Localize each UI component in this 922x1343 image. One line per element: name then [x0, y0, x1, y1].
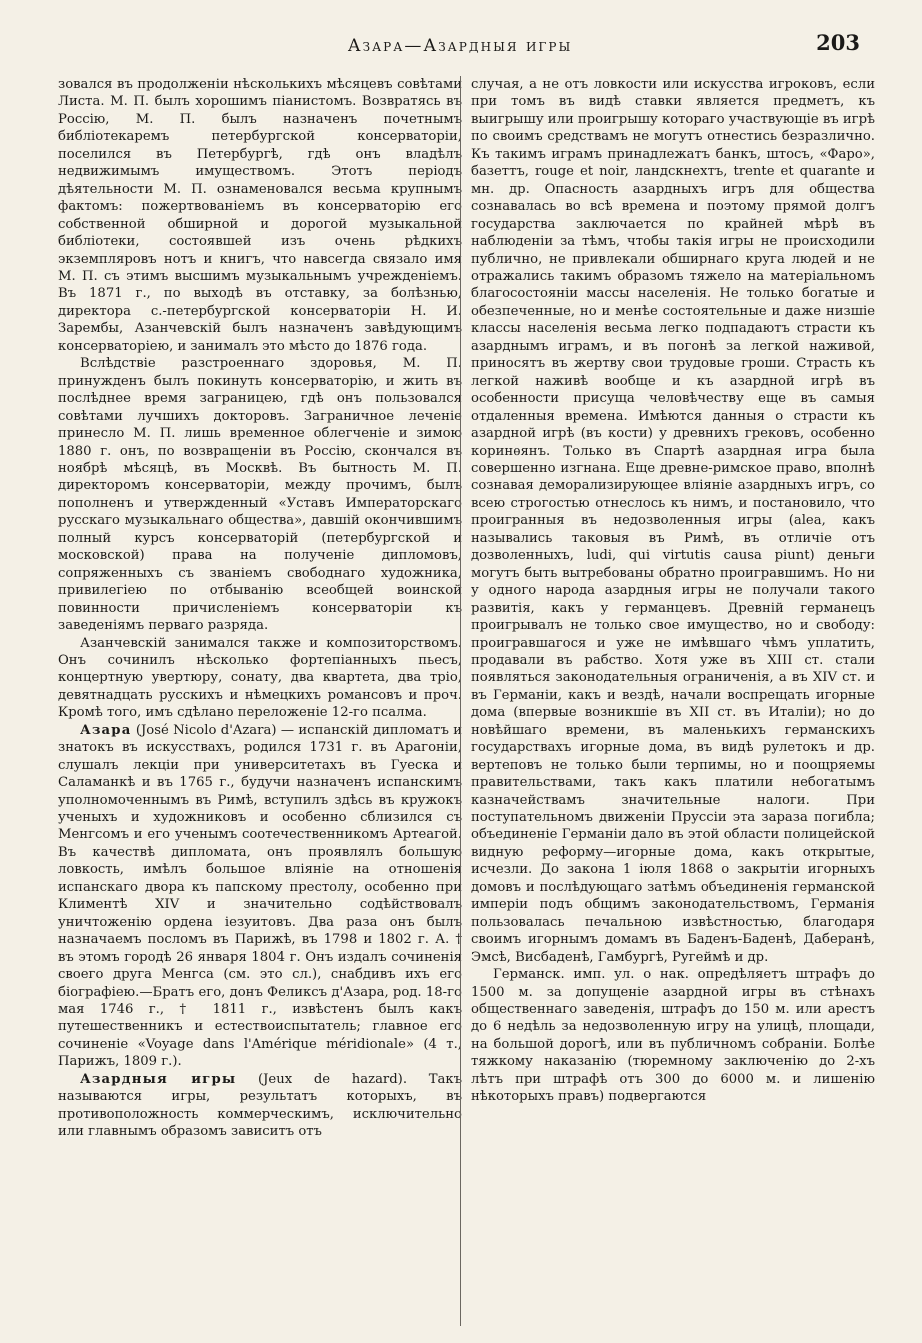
page-header [60, 30, 860, 64]
entry-azara-lemma: Азара [80, 722, 132, 738]
running-head: Азара—Азардныя игры [347, 36, 573, 56]
entry-games-lemma: Азардныя игры [80, 1071, 237, 1087]
entry-azardnye-igry [58, 1071, 462, 1141]
right-column [460, 76, 875, 1326]
paragraph-azanchevsky-3: Азанчевскій занимался также и композиторствомъ. Онъ сочинилъ нѣсколько фортепіанныхъ пьесъ, концертную увертюру, сонату, два квартета, два тріо, девятнадцать русскихъ и нѣмецкихъ романсовъ и проч. Кромѣ того, имъ сдѣлано переложеніе 12-го псалма. [58, 635, 462, 721]
entry-azara [58, 722, 462, 1071]
paragraph-games-1: случая, а не отъ ловкости или искусства игроковъ, если при томъ въ видѣ ставки является предметъ, къ выигрышу или проигрышу котораго участвующіе въ игрѣ по своимъ средствамъ не могутъ отнестись безразлично. Къ такимъ играмъ принадлежатъ банкъ, штосъ, «Фаро», базеттъ, rouge et noir, ландскнехтъ, trente et quarante и мн. др. Опасность азардныхъ игръ для общества сознавалась во всѣ времена и поэтому прямой долгъ государства заключается по крайней мѣрѣ въ наблюденіи за тѣмъ, чтобы такія игры не происходили публично, не привлекали обширнаго круга людей и не отражались такимъ образомъ тяжело на матеріальномъ благосостояніи массы населенія. Не только богатые и обезпеченные, но и менѣе состоятельные и даже низшіе классы населенія весьма легко подпадаютъ страсти къ азарднымъ играмъ, и въ погонѣ за легкой наживой, приносятъ въ жертву свои трудовые гроши. Страсть къ легкой наживѣ вообще и къ азардной игрѣ въ особенности присуща человѣчеству еще въ самыя отдаленныя времена. Имѣются данныя о страсти къ азардной игрѣ (въ кости) у древнихъ грековъ, особенно коринѳянъ. Только въ Спартѣ азардная игра была совершенно изгнана. Еще древне-римское право, вполнѣ сознавая деморализирующее вліяніе азардныхъ игръ, со всею строгостью отнеслось къ нимъ, и постановило, что проигранныя въ недозволенныя игры (alea, какъ назывались таковыя въ Римѣ, въ отличіе отъ дозволенныхъ, ludi, qui virtutis causa piunt) деньги могутъ быть вытребованы обратно проигравшимъ. Но ни у одного народа азардныя игры не получали такого развитія, какъ у германцевъ. Древній германецъ проигрывалъ не только свое имущество, но и свободу: проигравшагося и уже не имѣвшаго чѣмъ уплатить, продавали въ рабство. Хотя уже въ XIII ст. стали появляться законодательныя ограниченія, а въ XIV ст. и въ Германіи, какъ и вездѣ, начали воспрещать игорные дома (впервые возникшіе въ XII ст. въ Италіи); но до новѣйшаго времени, въ маленькихъ германскихъ государствахъ игорные дома, въ видѣ рулетокъ и др. вертеповъ не только были терпимы, но и поощряемы правительствами, такъ какъ платили небогатымъ казначействамъ значительные налоги. При поступательномъ движеніи Пруссіи эта зараза погибла; объединеніе Германіи дало въ этой области полицейской видную реформу—игорные дома, какъ открытые, исчезли. До закона 1 іюля 1868 о закрытіи игорныхъ домовъ и послѣдующаго затѣмъ объединенія германской имперіи подъ общимъ законодательствомъ, Германія пользовалась печальною извѣстностью, благодаря своимъ игорнымъ домамъ въ Баденъ-Баденѣ, Даберанѣ, Эмсѣ, Висбаденѣ, Гамбургѣ, Ругеймѣ и др. [471, 77, 875, 965]
paragraph-azanchevsky-1: зовался въ продолженіи нѣсколькихъ мѣсяцевъ совѣтами Листа. М. П. былъ хорошимъ піанистомъ. Возвратясь въ Россію, М. П. былъ назначенъ почетнымъ библіотекаремъ петербургской консерваторіи, поселился въ Петербургѣ, гдѣ онъ владѣлъ недвижимымъ имуществомъ. Этотъ періодъ дѣятельности М. П. ознаменовался весьма крупнымъ фактомъ: пожертвованіемъ въ консерваторію его собственной обширной и дорогой музыкальной библіотеки, состоявшей изъ очень рѣдкихъ экземпляровъ нотъ и книгъ, что навсегда связало имя М. П. съ этимъ высшимъ музыкальнымъ учрежденіемъ. Въ 1871 г., по выходѣ въ отставку, за болѣзнью, директора с.-петербургской консерваторіи Н. И. Зарембы, Азанчевскій былъ назначенъ завѣдующимъ консерваторіею, и занималъ это мѣсто до 1876 года. [58, 77, 462, 354]
entry-games-text: (Jeux de hazard). Такъ называются игры, результатъ которыхъ, въ противоположность коммерческимъ, исключительно или главнымъ образомъ зависитъ отъ [58, 1071, 462, 1140]
entry-azara-text: (José Nicolo d'Azara) — испанскій дипломатъ и знатокъ въ искусствахъ, родился 1731 г. въ Арагоніи, слушалъ лекціи при университетахъ въ Гуеска и Саламанкѣ и въ 1765 г., будучи назначенъ испанскимъ уполномоченнымъ въ Римѣ, вступилъ здѣсь въ кружокъ ученыхъ и художниковъ и особенно сблизился съ Менгсомъ и его ученымъ соотечественникомъ Артеагой. Въ качествѣ дипломата, онъ проявлялъ большую ловкость, имѣлъ большое вліяніе на отношенія испанскаго двора къ папскому престолу, особенно при Климентѣ XIV и значительно содѣйствовалъ уничтоженію ордена іезуитовъ. Два раза онъ былъ назначаемъ посломъ въ Парижѣ, въ 1798 и 1802 г. А. † въ этомъ городѣ 26 января 1804 г. Онъ издалъ сочиненія своего друга Менгса (см. это сл.), снабдивъ ихъ его біографіею.—Братъ его, донъ Феликсъ д'Азара, род. 18-го мая 1746 г., † 1811 г., извѣстенъ былъ какъ путешественникъ и естествоиспытатель; главное его сочиненіе «Voyage dans l'Amérique méridionale» (4 т., Парижъ, 1809 г.). [58, 722, 462, 1070]
paragraph-games-2: Германск. имп. ул. о нак. опредѣляетъ штрафъ до 1500 м. за допущеніе азардной игры въ стѣнахъ общественнаго заведенія, штрафъ до 150 м. или арестъ до 6 недѣль за недозволенную игру на улицѣ, площади, на большой дорогѣ, или въ публичномъ собраніи. Болѣе тяжкому наказанію (тюремному заключенію до 2-хъ лѣтъ при штрафѣ отъ 300 до 6000 м. и лишенію нѣкоторыхъ правъ) подвергаются [471, 967, 875, 1105]
left-column [58, 76, 462, 1141]
page-number: 203 [816, 30, 860, 55]
paragraph-azanchevsky-2: Вслѣдствіе разстроеннаго здоровья, М. П. принужденъ былъ покинуть консерваторію, и жить въ послѣднее время заграницею, гдѣ онъ пользовался совѣтами лучшихъ докторовъ. Заграничное леченіе принесло М. П. лишь временное облегченіе и зимою 1880 г. онъ, по возвращеніи въ Россію, скончался въ ноябрѣ мѣсяцѣ, въ Москвѣ. Въ бытность М. П. директоромъ консерваторіи, между прочимъ, былъ пополненъ и утвержденный «Уставъ Императорскаго русскаго музыкальнаго общества», давшій окончившимъ полный курсъ консерваторій (петербургской и московской) права на полученіе дипломовъ, сопряженныхъ съ званіемъ свободнаго художника, привилегіею по отбыванію всеобщей воинской повинности причисленіемъ консерваторіи къ заведеніямъ перваго разряда. [58, 356, 462, 634]
